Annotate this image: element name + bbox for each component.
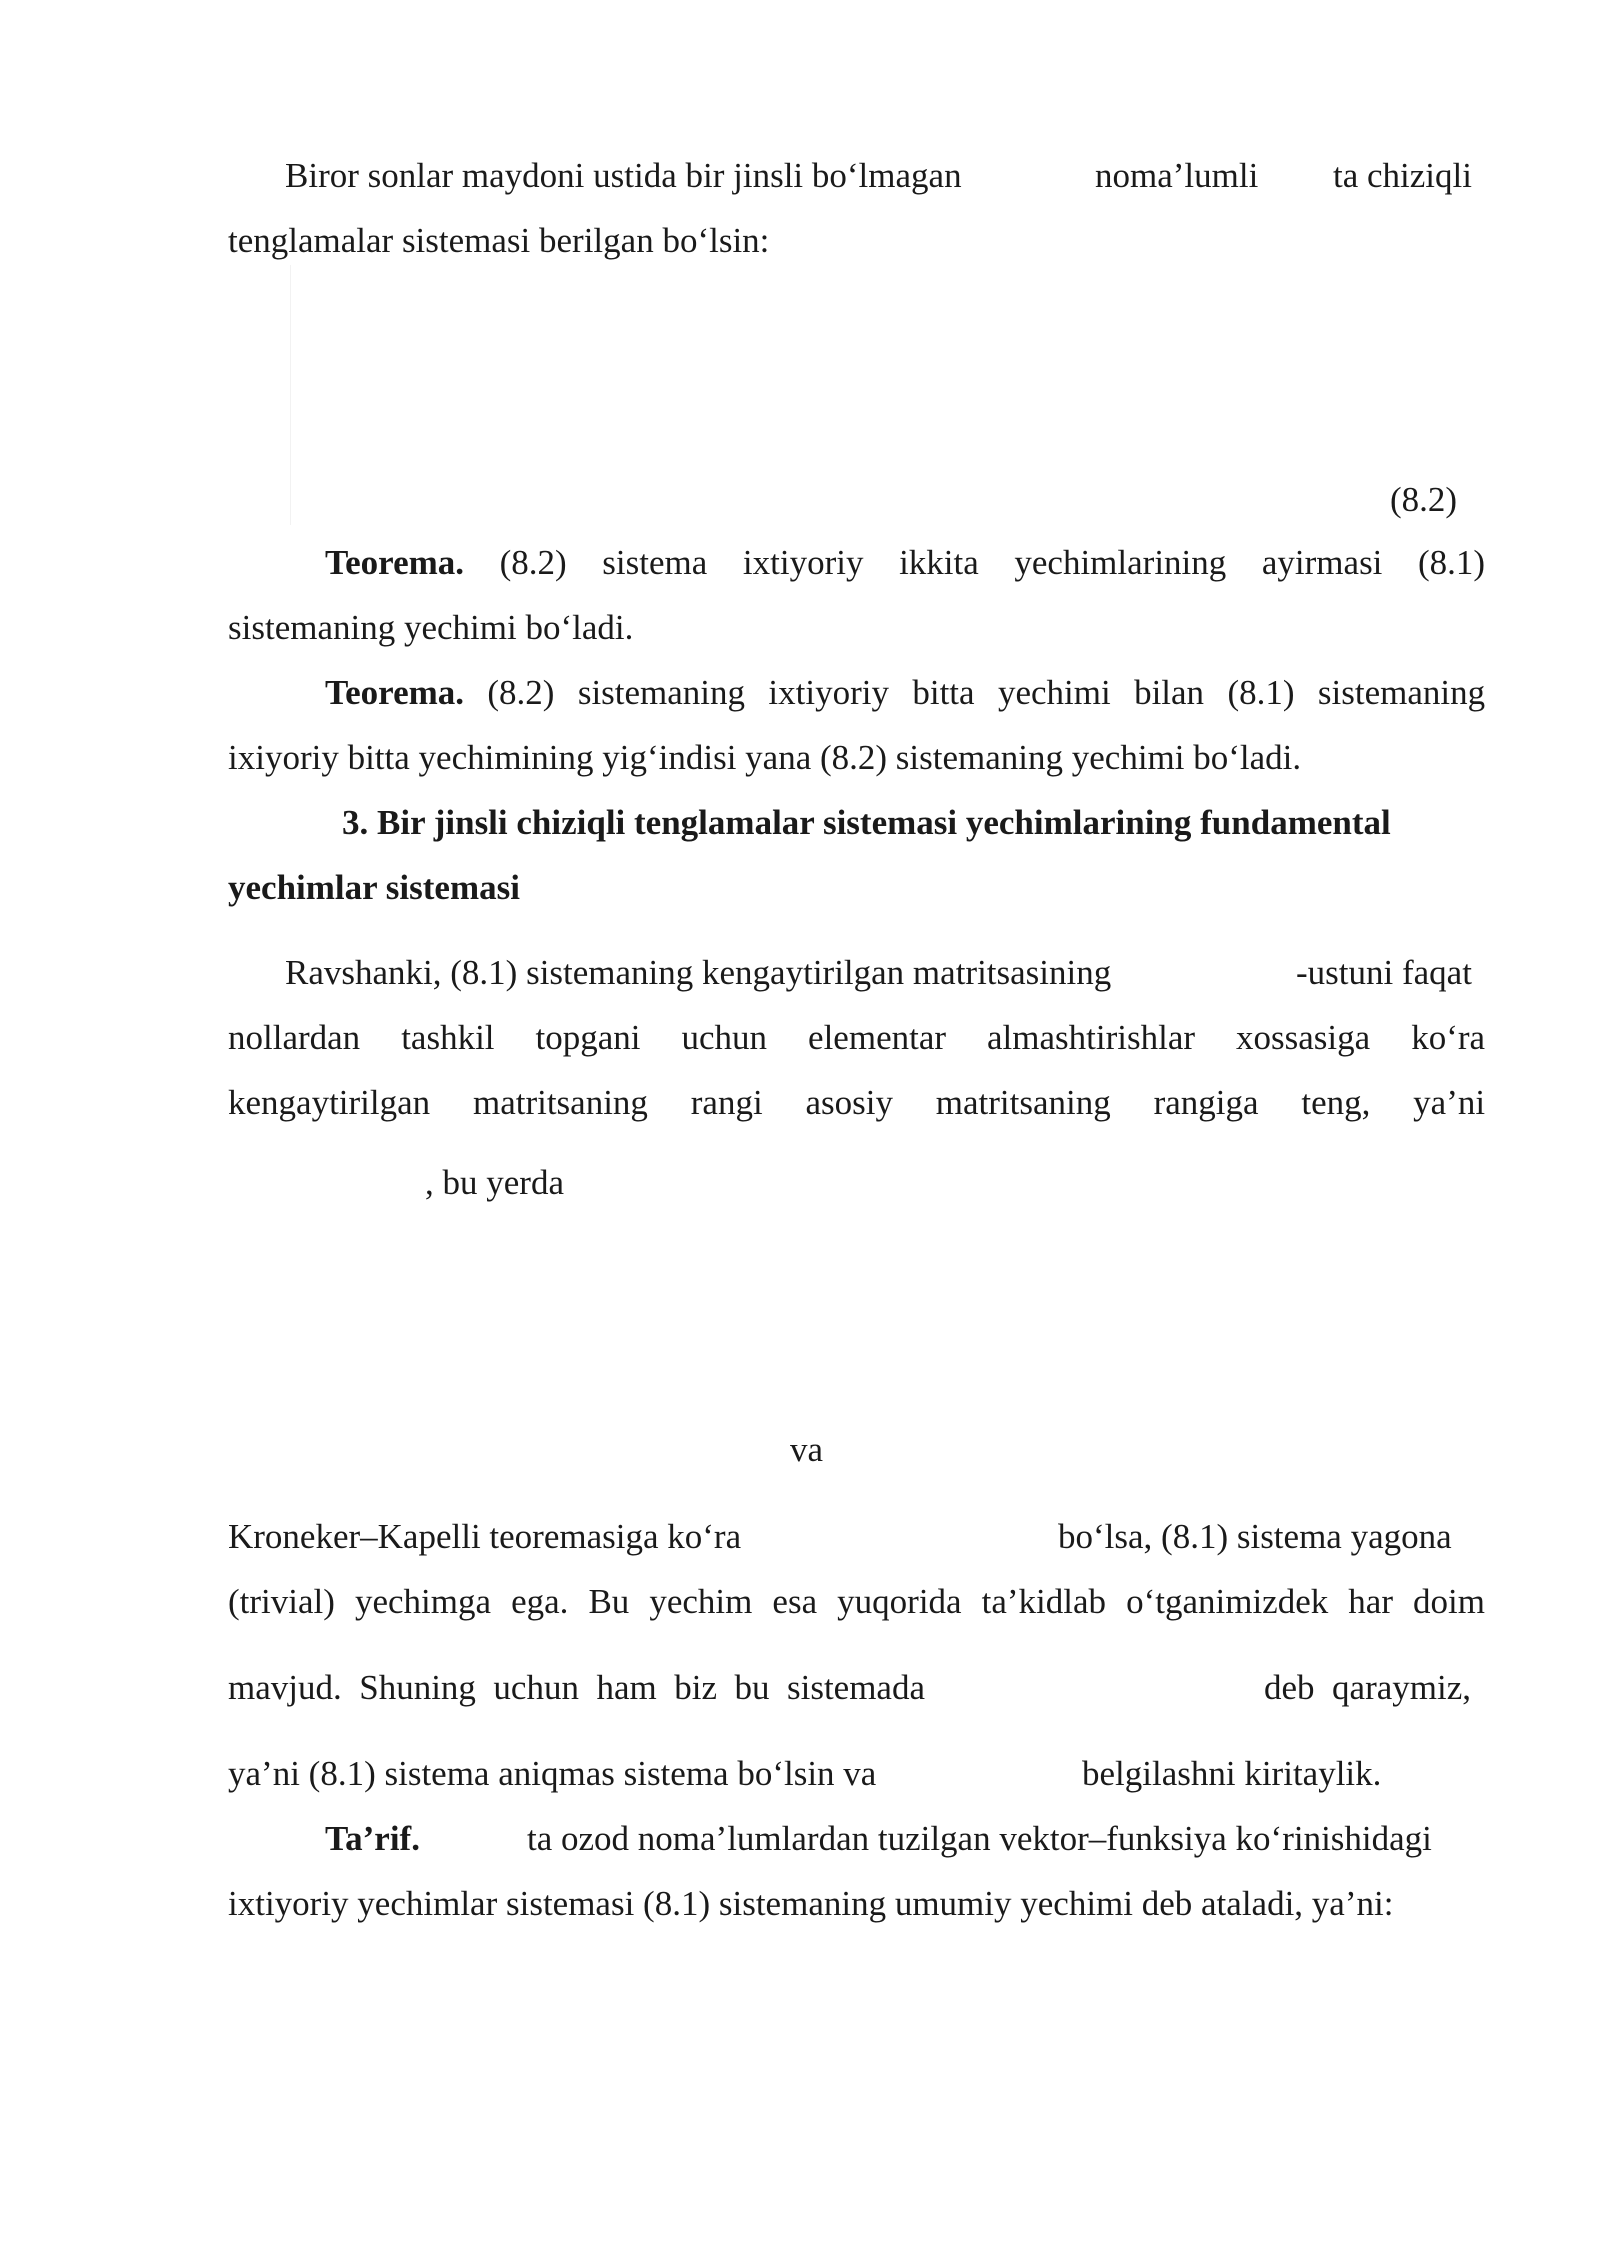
equation-number: (8.2) — [1390, 480, 1458, 519]
theorem1-word: ayirmasi — [1261, 543, 1383, 582]
section-heading-line2: yechimlar sistemasi — [228, 868, 520, 907]
p2-word: ya’ni — [1413, 1083, 1486, 1122]
theorem1-word: sistema — [602, 543, 708, 582]
theorem2-label: Teorema. — [325, 673, 465, 712]
theorem1-word: ikkita — [899, 543, 979, 582]
p2-word: almashtirishlar — [987, 1018, 1196, 1057]
p2-line4: , bu yerda — [425, 1163, 564, 1202]
p2-word: matritsaning — [935, 1083, 1111, 1122]
theorem1-label: Teorema. — [325, 543, 465, 582]
p2-word: uchun — [681, 1018, 768, 1057]
p3-word: yechim — [649, 1582, 753, 1621]
p3-word: yuqorida — [837, 1582, 962, 1621]
p2-word: topgani — [535, 1018, 641, 1057]
section-heading-line1: 3. Bir jinsli chiziqli tenglamalar sistemasi yechimlarining fundamental — [342, 803, 1391, 842]
theorem1-word: (8.1) — [1418, 543, 1486, 582]
faint-border-line — [290, 265, 291, 525]
p3-line4-a: ya’ni (8.1) sistema aniqmas sistema bo‘lsin va — [228, 1754, 877, 1793]
p2-word: rangi — [690, 1083, 763, 1122]
p2-line3 — [228, 1081, 1485, 1125]
p1-line1-c: ta chiziqli — [1333, 156, 1472, 195]
theorem1-word: yechimlarining — [1014, 543, 1227, 582]
theorem2-word: bilan — [1134, 673, 1205, 712]
p2-line1-a: Ravshanki, (8.1) sistemaning kengaytirilgan matritsasining — [285, 953, 1112, 992]
p2-word: ko‘ra — [1411, 1018, 1486, 1057]
theorem2-word: ixtiyoriy — [768, 673, 889, 712]
p2-word: rangiga — [1153, 1083, 1259, 1122]
p3-line1-b: bo‘lsa, (8.1) sistema yagona — [1058, 1517, 1452, 1556]
theorem2-line1 — [325, 671, 1485, 715]
theorem1-line2: sistemaning yechimi bo‘ladi. — [228, 608, 634, 647]
theorem2-line2: ixiyoriy bitta yechimining yig‘indisi yana (8.2) sistemaning yechimi bo‘ladi. — [228, 738, 1302, 777]
p3-word: esa — [772, 1582, 818, 1621]
definition-label: Ta’rif. — [325, 1819, 420, 1858]
p2-line2 — [228, 1016, 1485, 1060]
p3-line4-b: belgilashni kiritaylik. — [1082, 1754, 1382, 1793]
theorem2-word: bitta — [912, 673, 975, 712]
p3-word: doim — [1413, 1582, 1485, 1621]
theorem1-word: (8.2) — [499, 543, 567, 582]
p2-word: asosiy — [805, 1083, 893, 1122]
p3-line2 — [228, 1580, 1485, 1624]
p3-line3-b: deb qaraymiz, — [1264, 1668, 1471, 1707]
p2-word: xossasiga — [1236, 1018, 1371, 1057]
theorem2-word: (8.1) — [1227, 673, 1295, 712]
p2-line1-b: -ustuni faqat — [1296, 953, 1472, 992]
definition-line1: ta ozod noma’lumlardan tuzilgan vektor–funksiya ko‘rinishidagi — [527, 1819, 1432, 1858]
p1-line2: tenglamalar sistemasi berilgan bo‘lsin: — [228, 221, 770, 260]
p3-word: Bu — [588, 1582, 630, 1621]
p3-word: yechimga — [354, 1582, 492, 1621]
p1-line1-b: noma’lumli — [1095, 156, 1259, 195]
conjunction-va: va — [790, 1430, 824, 1469]
theorem2-word: (8.2) — [487, 673, 555, 712]
theorem2-word: sistemaning — [1317, 673, 1486, 712]
p2-word: matritsaning — [472, 1083, 648, 1122]
p2-word: tashkil — [401, 1018, 495, 1057]
p1-line1-a: Biror sonlar maydoni ustida bir jinsli bo‘lmagan — [285, 156, 962, 195]
theorem2-word: yechimi — [997, 673, 1111, 712]
p3-word: (trivial) — [228, 1582, 335, 1621]
p3-word: o‘tganimizdek — [1126, 1582, 1329, 1621]
theorem2-word: sistemaning — [577, 673, 746, 712]
p2-word: teng, — [1301, 1083, 1371, 1122]
definition-line2: ixtiyoriy yechimlar sistemasi (8.1) sistemaning umumiy yechimi deb ataladi, ya’ni: — [228, 1884, 1394, 1923]
theorem1-line1 — [325, 541, 1485, 585]
p2-word: nollardan — [228, 1018, 361, 1057]
p2-word: elementar — [808, 1018, 947, 1057]
p2-word: kengaytirilgan — [228, 1083, 431, 1122]
p3-word: ta’kidlab — [981, 1582, 1107, 1621]
p3-word: har — [1348, 1582, 1393, 1621]
p3-line3-a: mavjud. Shuning uchun ham biz bu sistemada — [228, 1668, 925, 1707]
theorem1-word: ixtiyoriy — [742, 543, 864, 582]
p3-word: ega. — [511, 1582, 569, 1621]
p3-line1-a: Kroneker–Kapelli teoremasiga ko‘ra — [228, 1517, 742, 1556]
